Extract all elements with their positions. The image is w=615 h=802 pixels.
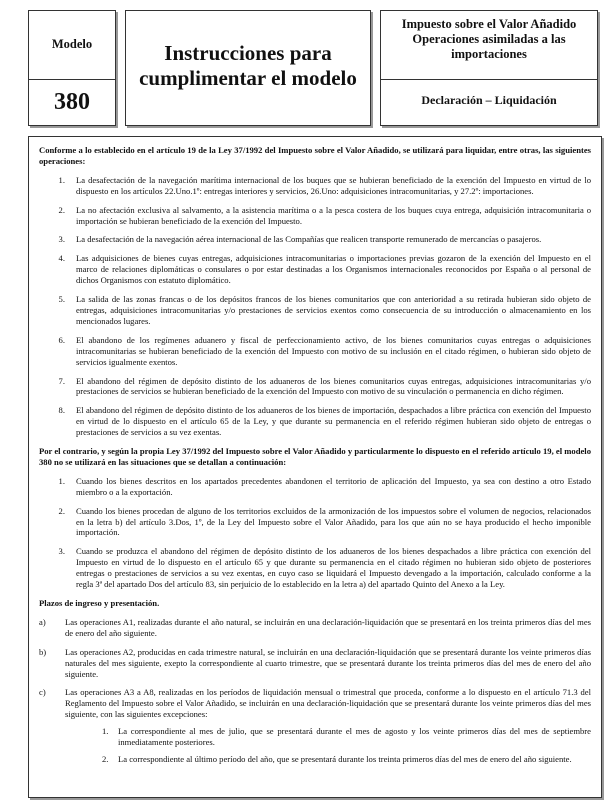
item-number: 3. <box>58 546 65 557</box>
operation-item <box>39 294 591 327</box>
deadline-item <box>39 687 591 764</box>
item-number: 8. <box>58 405 65 416</box>
exclusion-item <box>39 476 591 498</box>
operation-item <box>39 205 591 227</box>
item-number: 2. <box>102 753 109 764</box>
exclusions-list <box>39 476 591 590</box>
item-letter: a) <box>39 616 46 627</box>
operation-item <box>39 335 591 368</box>
item-number: 1. <box>58 174 65 185</box>
tax-subtitle: Declaración – Liquidación <box>421 93 557 107</box>
item-text: El abandono del régimen de depósito distinto de los aduaneros de los bienes de importación, despachados a libre práctica con exención del Impuesto en virtud de lo dispuesto en el artículo 65 de la Ley, y que durante su permanencia en el referido régimen hubieran sido objeto de entregas o prestaciones de servicios a su vez exentas. <box>76 405 591 438</box>
deadline-item <box>39 647 591 680</box>
item-text: La no afectación exclusiva al salvamento, a la asistencia marítima o a la pesca costera de los buques cuya entrega, adquisición intracomunitaria o importación se hubieran beneficiado de la exención del Impuesto. <box>76 204 591 226</box>
item-text: Cuando los bienes descritos en los apartados precedentes abandonen el territorio de aplicación del Impuesto, ya sea con destino a otro Estado miembro o a la exportación. <box>76 475 591 497</box>
item-number: 6. <box>58 334 65 345</box>
model-divider <box>29 79 115 80</box>
item-number: 5. <box>58 294 65 305</box>
item-number: 7. <box>58 375 65 386</box>
item-text: El abandono del régimen de depósito distinto de los aduaneros de los bienes comunitarios cuyas entregas, adquisiciones intracomunitarias y/o prestaciones de servicios se hubieran beneficiado de la exención del Impuesto con motivo de su vinculación o permanencia en dicho régimen. <box>76 375 591 397</box>
item-text: El abandono de los regímenes aduanero y fiscal de perfeccionamiento activo, de los bienes comunitarios cuyas entregas o adquisiciones intracomunitarias se hubieran beneficiado de la exención del Impuesto con motivo de su inclusión en el citado régimen, o hubieran sido objeto de servicios igualmente exentos. <box>76 334 591 367</box>
exclusion-item <box>39 506 591 539</box>
item-text: Las operaciones A3 a A8, realizadas en los períodos de liquidación mensual o trimestral que proceda, conforme a lo dispuesto en el artículo 71.3 del Reglamento del Impuesto sobre el Valor Añadido, se incluirán en una declaración-liquidación que se presentará durante los veinte primeros días del mes siguiente, con las siguientes excepciones: <box>65 687 591 720</box>
exceptions-list <box>39 720 591 765</box>
item-number: 3. <box>58 234 65 245</box>
item-letter: b) <box>39 646 47 657</box>
item-number: 2. <box>58 505 65 516</box>
operations-list <box>39 175 591 438</box>
exclusion-item <box>39 546 591 590</box>
item-number: 4. <box>58 253 65 264</box>
page-title: Instrucciones para cumplimentar el modelo <box>139 41 357 90</box>
item-text: La salida de las zonas francas o de los depósitos francos de los bienes comunitarios que con anterioridad a su retirada hubieran sido objeto de entregas, adquisiciones intracomunitarias y/o prestaciones de servicios exentos como consecuencia de su introducción o almacenamiento en los mencionados lugares. <box>76 294 591 326</box>
item-number: 1. <box>58 475 65 486</box>
contrary-paragraph: Por el contrario, y según la propia Ley 37/1992 del Impuesto sobre el Valor Añadido y particularmente lo dispuesto en el referido artículo 19, el modelo 380 no se utilizará en las situaciones que se detallan a continuación: <box>39 446 591 467</box>
model-label: Modelo <box>51 37 93 51</box>
deadlines-list <box>39 617 591 765</box>
item-text: La correspondiente al último período del año, que se presentará durante los treinta primeros días del mes de enero del año siguiente. <box>118 753 572 764</box>
item-text: Las operaciones A2, producidas en cada trimestre natural, se incluirán en una declaración-liquidación que se presentará durante los veinte primeros días naturales del mes siguiente, exepto la correspondiente al cuarto trimestre, que se presentará durante los treinta primeros días del mes de enero del año siguiente. <box>65 646 591 679</box>
model-number: 380 <box>54 89 90 115</box>
exception-item <box>39 754 591 765</box>
deadlines-heading: Plazos de ingreso y presentación. <box>39 598 160 608</box>
tax-box <box>380 10 598 126</box>
item-text: Las adquisiciones de bienes cuyas entregas, adquisiciones intracomunitarias o importaciones previas gozaron de la exención del Impuesto en el marco de relaciones diplomáticas o consulares o por estar destinadas a los Organismos internacionales reconocidos por España o al personal de dichos Organismos con estatuto diplomático. <box>76 253 591 286</box>
intro-paragraph: Conforme a lo establecido en el artículo 19 de la Ley 37/1992 del Impuesto sobre el Valor Añadido, se utilizará para liquidar, entre otras, las siguientes operaciones: <box>39 145 591 166</box>
tax-title: Impuesto sobre el Valor Añadido Operaciones asimiladas a las importaciones <box>401 17 577 61</box>
instructions-panel <box>28 136 602 798</box>
tax-divider <box>381 79 597 80</box>
operation-item <box>39 405 591 438</box>
page-header <box>28 10 600 128</box>
item-text: La desafectación de la navegación aérea internacional de las Compañías que realicen transporte remunerado de mercancías o pasajeros. <box>76 234 542 245</box>
title-box <box>125 10 371 126</box>
item-letter: c) <box>39 687 46 698</box>
item-text: La correspondiente al mes de julio, que se presentará durante el mes de agosto y los veinte primeros días del mes de septiembre inmediatamente posteriores. <box>118 726 591 748</box>
item-text: Las operaciones A1, realizadas durante el año natural, se incluirán en una declaración-liquidación que se presentará en los treinta primeros días del mes de enero del año siguiente. <box>65 616 591 638</box>
operation-item <box>39 253 591 286</box>
item-number: 2. <box>58 204 65 215</box>
deadline-item <box>39 617 591 639</box>
item-text: Cuando se produzca el abandono del régimen de depósito distinto de los aduaneros de los bienes despachados a libre práctica con exención del Impuesto en virtud de lo dispuesto en el artículo 65 y que durante su permanencia en el citado régimen no hubieran sido objeto de posteriores entregas o prestaciones de servicios a su vez exentas, en cuyo caso se liquidará el Impuesto devengado a la importación, calculado conforme a la regla 3ª del apartado Dos del artículo 83, sin perjuicio de lo establecido en la letra a) del apartado Quinto del Anexo a la Ley. <box>76 546 591 590</box>
operation-item <box>39 234 591 245</box>
exception-item <box>39 726 591 748</box>
item-text: La desafectación de la navegación marítima internacional de los buques que se hubieran beneficiado de la exención del Impuesto en virtud de lo dispuesto en los artículos 22.Uno.1º: entregas interiores y servicios, 26.Uno: adquisiciones intracomunitarias, y 27.2º: importaciones. <box>76 174 591 196</box>
item-text: Cuando los bienes procedan de alguno de los territorios excluidos de la armonización de los impuestos sobre el volumen de negocios, relacionados en la letra b) del artículo 3.Dos, 1º, de la Ley del Impuesto sobre el Valor Añadido, para los que aún no se haya producido el hecho imponible importación. <box>76 505 591 538</box>
operation-item <box>39 175 591 197</box>
operation-item <box>39 376 591 398</box>
item-number: 1. <box>102 726 109 737</box>
model-box <box>28 10 116 126</box>
